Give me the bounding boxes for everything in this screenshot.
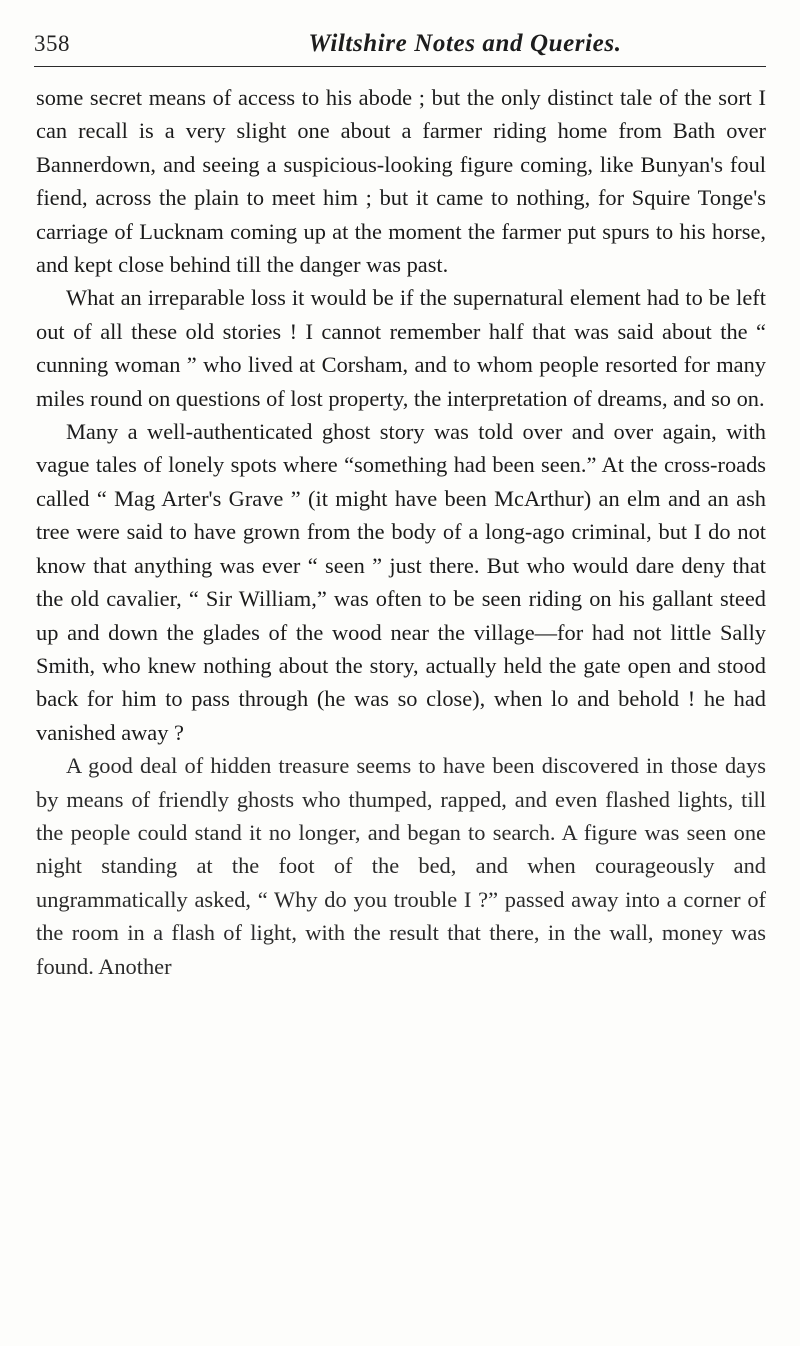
page-body <box>0 67 800 983</box>
paragraph: What an irreparable loss it would be if the supernatural element had to be left out of all these old stories ! I cannot remember half that was said about the “ cunning woman ” who lived at Corsham, and to whom people resorted for many miles round on questions of lost property, the interpretation of dreams, and so on. <box>36 285 766 411</box>
running-title: Wiltshire Notes and Queries. <box>308 30 622 57</box>
page-number: 358 <box>34 31 70 56</box>
page-header <box>0 0 800 57</box>
paragraph: Many a well-authenticated ghost story was told over and over again, with vague tales of lonely spots where “something had been seen.” At the cross-roads called “ Mag Arter's Grave ” (it might have been McArthur) an elm and an ash tree were said to have grown from the body of a long-ago criminal, but I do not know that anything was ever “ seen ” just there. But who would dare deny that the old cavalier, “ Sir William,” was often to be seen riding on his gallant steed up and down the glades of the wood near the village—for had not little Sally Smith, who knew nothing about the story, actually held the gate open and stood back for him to pass through (he was so close), when lo and behold ! he had vanished away ? <box>36 419 766 745</box>
paragraph: A good deal of hidden treasure seems to have been discovered in those days by means of friendly ghosts who thumped, rapped, and even flashed lights, till the people could stand it no longer, and began to search. A figure was seen one night standing at the foot of the bed, and when courageously and ungrammatically asked, “ Why do you trouble I ?” passed away into a corner of the room in a flash of light, with the result that there, in the wall, money was found. Another <box>36 753 766 979</box>
paragraph: some secret means of access to his abode ; but the only distinct tale of the sort I can recall is a very slight one about a farmer riding home from Bath over Bannerdown, and seeing a suspicious-looking figure coming, like Bunyan's foul fiend, across the plain to meet him ; but it came to nothing, for Squire Tonge's carriage of Lucknam coming up at the moment the farmer put spurs to his horse, and kept close behind till the danger was past. <box>36 85 766 278</box>
